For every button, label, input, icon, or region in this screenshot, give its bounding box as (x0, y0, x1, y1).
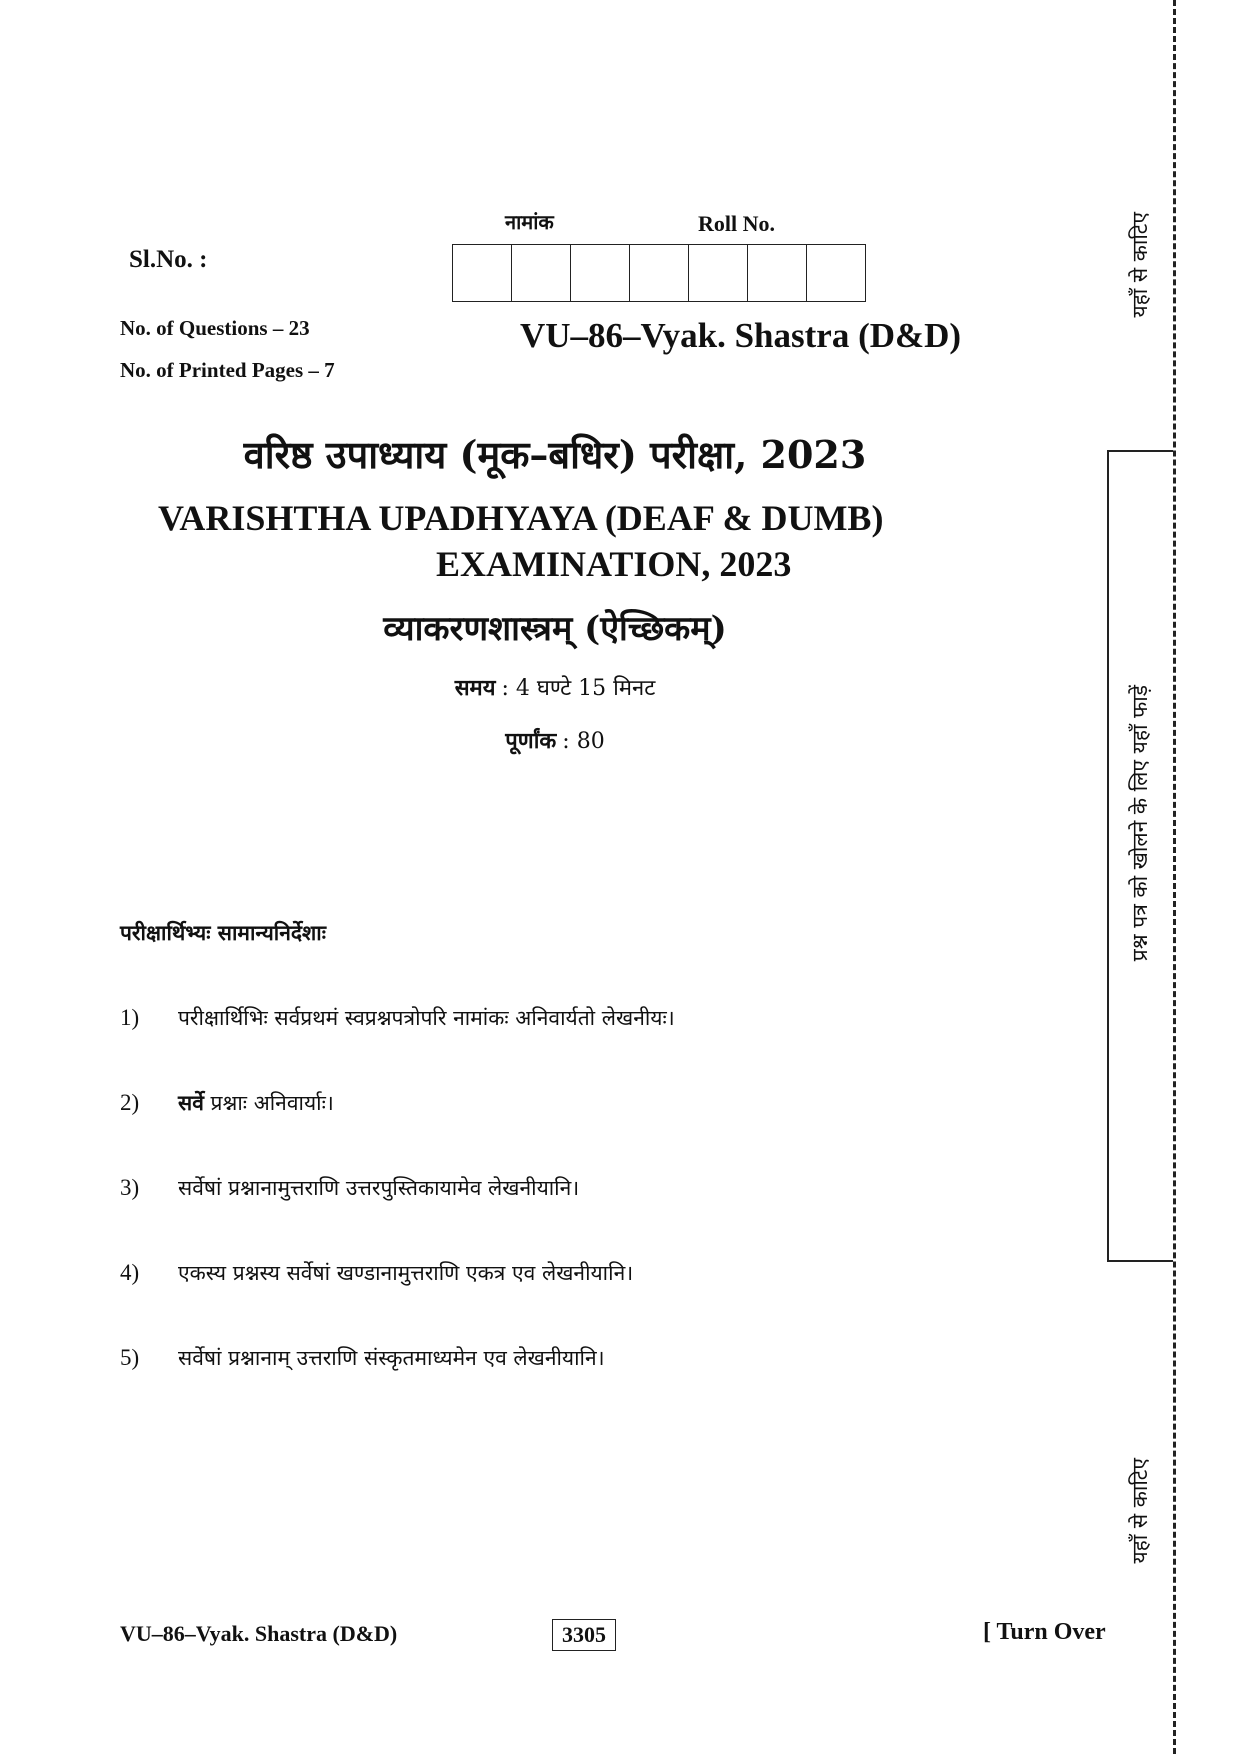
number-of-questions: No. of Questions – 23 (120, 316, 310, 340)
instruction-item: 3) सर्वेषां प्रश्नानामुत्तराणि उत्तरपुस्तिकायामेव लेखनीयानि। (120, 1175, 580, 1200)
instruction-item: 1) परीक्षार्थिभिः सर्वप्रथमं स्वप्रश्नपत्रोपरि नामांकः अनिवार्यतो लेखनीयः। (120, 1005, 675, 1030)
roll-label-english: Roll No. (698, 211, 775, 236)
exam-title-english-line1: VARISHTHA UPADHYAYA (DEAF & DUMB) (158, 498, 884, 538)
paper-code: VU–86–Vyak. Shastra (D&D) (520, 316, 962, 355)
footer-number-box: 3305 (552, 1619, 616, 1651)
roll-box[interactable] (453, 245, 512, 301)
time-label: समय (454, 676, 496, 701)
marks-value: : 80 (562, 729, 605, 754)
roll-label-hindi: नामांक (505, 210, 554, 234)
tear-here-text: प्रश्न पत्र को खोलने के लिए यहाँ फाड़ें (1128, 685, 1152, 962)
roll-box[interactable] (512, 245, 571, 301)
roll-box[interactable] (630, 245, 689, 301)
footer-paper-code: VU–86–Vyak. Shastra (D&D) (120, 1621, 398, 1646)
roll-box[interactable] (807, 245, 865, 301)
instructions-heading: परीक्षार्थिभ्यः सामान्यनिर्देशाः (120, 921, 326, 945)
roll-number-boxes[interactable] (452, 244, 866, 302)
time-line (0, 672, 1110, 702)
instruction-item: 2) सर्वे प्रश्नाः अनिवार्याः। (120, 1090, 334, 1115)
subject-title: व्याकरणशास्त्रम् (ऐच्छिकम्) (383, 609, 727, 649)
emphasis-word: सर्वे (178, 1091, 204, 1115)
number-of-pages: No. of Printed Pages – 7 (120, 358, 335, 382)
serial-number-label: Sl.No. : (129, 246, 208, 273)
exam-title-hindi: वरिष्ठ उपाध्याय (मूक–बधिर) परीक्षा, 2023 (243, 432, 867, 477)
marks-line (0, 725, 1110, 755)
roll-box[interactable] (571, 245, 630, 301)
cut-here-top: यहाँ से काटिए (1128, 212, 1152, 318)
roll-box[interactable] (689, 245, 748, 301)
instruction-item: 4) एकस्य प्रश्नस्य सर्वेषां खण्डानामुत्तराणि एकत्र एव लेखनीयानि। (120, 1260, 634, 1285)
turn-over-label: [ Turn Over (983, 1619, 1106, 1645)
cut-line (1173, 0, 1176, 1754)
marks-label: पूर्णांक (505, 729, 557, 754)
roll-box[interactable] (748, 245, 807, 301)
exam-title-english-line2: EXAMINATION, 2023 (436, 544, 792, 584)
cut-here-bottom: यहाँ से काटिए (1128, 1458, 1152, 1564)
instruction-item: 5) सर्वेषां प्रश्नानाम् उत्तराणि संस्कृतमाध्यमेन एव लेखनीयानि। (120, 1345, 605, 1370)
time-value: : 4 घण्टे 15 मिनट (501, 676, 656, 701)
